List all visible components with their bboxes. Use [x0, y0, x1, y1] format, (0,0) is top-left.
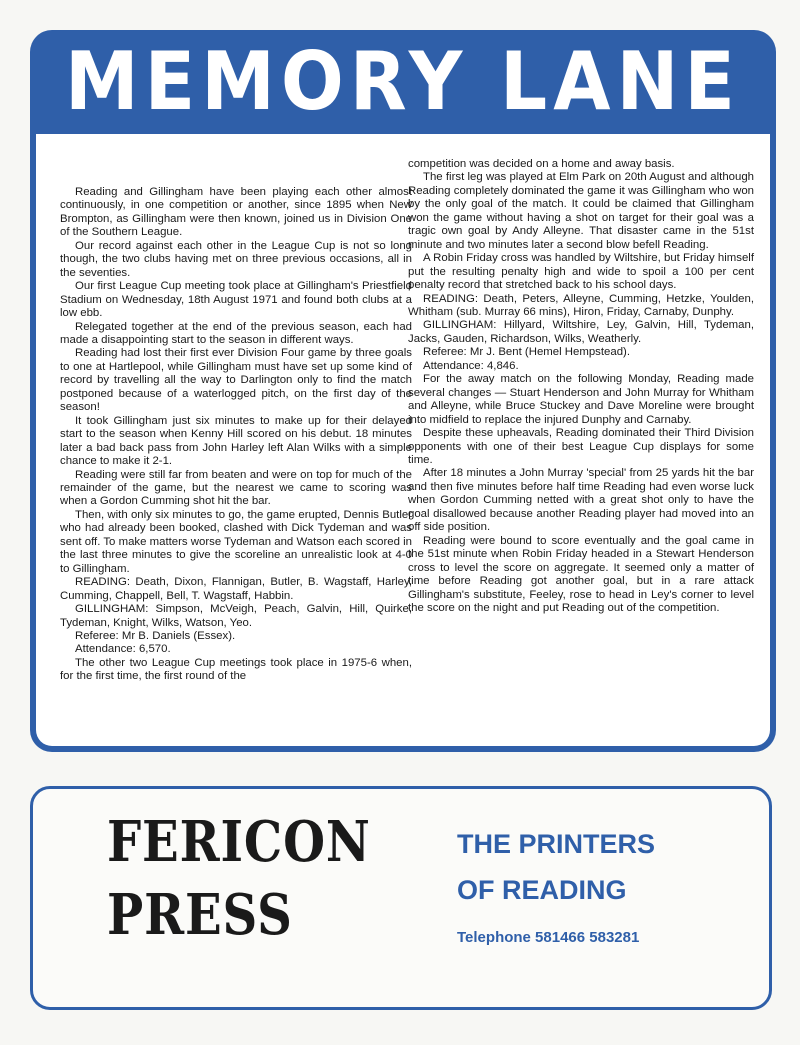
- article-paragraph: Reading and Gillingham have been playing each other almost continuously, in one competition or another, since 1895 when New Brompton, as Gillingham were then known, joined us in Division One of the Southern League.: [60, 186, 412, 239]
- article-paragraph: The other two League Cup meetings took place in 1975-6 when, for the first time, the first round of the: [60, 656, 412, 683]
- article-paragraph: For the away match on the following Monday, Reading made several changes — Stuart Henderson and John Murray for Whitham and Alleyne, while Bruce Stuckey and Dave Moreline were brought into midfield to replace the injured Dunphy and Carnaby.: [408, 373, 754, 426]
- article-paragraph: Our record against each other in the League Cup is not so long though, the two clubs having met on three previous occasions, all in the seventies.: [60, 239, 412, 279]
- article-paragraph: READING: Death, Peters, Alleyne, Cumming, Hetzke, Youlden, Whitham (sub. Murray 66 mins), Hiron, Friday, Carnaby, Dunphy.: [408, 292, 754, 318]
- advert-tagline-1: THE PRINTERS: [457, 829, 656, 859]
- fericon-press-advert: [30, 786, 772, 1010]
- masthead: [30, 30, 776, 134]
- article-body: [36, 134, 770, 746]
- article-paragraph: After 18 minutes a John Murray 'special' from 25 yards hit the bar and then five minutes before half time Reading had even worse luck when Gordon Cumming netted with a great shot only to have the goal disallowed because another Reading player had moved into an off side position.: [408, 467, 754, 534]
- article-paragraph: competition was decided on a home and away basis.: [408, 158, 675, 170]
- advert-name-line2: PRESS: [107, 882, 293, 948]
- article-paragraph: GILLINGHAM: Hillyard, Wiltshire, Ley, Galvin, Hill, Tydeman, Jacks, Gauden, Richardson, Wilks, Weatherly.: [408, 319, 754, 345]
- article-paragraph: Reading were still far from beaten and were on top for much of the remainder of the game, but the nearest we came to scoring was when a Gordon Cumming shot hit the bar.: [60, 468, 412, 508]
- advert-tagline-2: OF READING: [457, 875, 627, 905]
- article-paragraph: A Robin Friday cross was handled by Wiltshire, but Friday himself put the resulting penalty high and wide to spoil a 100 per cent penalty record that stretched back to his school days.: [408, 252, 754, 292]
- article-right-column: [408, 158, 754, 615]
- article-paragraph: Reading had lost their first ever Division Four game by three goals to one at Hartlepool, while Gillingham must have set up some kind of record by travelling all the way to Darlington only to find the match postponed because of a waterlogged pitch, on the first day of the season!: [60, 347, 412, 414]
- article-paragraph: Reading were bound to score eventually and the goal came in the 51st minute when Robin Friday headed in a Stewart Henderson cross to level the score on aggregate. It seemed only a matter of time before Reading got another goal, but in a rare attack Gillingham's substitute, Feeley, rose to head in Ley's corner to level the score on the night and put Reading out of the competition.: [408, 534, 754, 614]
- article-paragraph: Referee: Mr B. Daniels (Essex).: [75, 629, 236, 642]
- advert-telephone: Telephone 581466 583281: [457, 929, 640, 946]
- article-paragraph: Despite these upheavals, Reading dominated their Third Division opponents with one of their best League Cup displays for some time.: [408, 427, 754, 466]
- article-paragraph: Our first League Cup meeting took place at Gillingham's Priestfield Stadium on Wednesday, 18th August 1971 and found both clubs at a low ebb.: [60, 280, 412, 320]
- masthead-title: MEMORY LANE: [65, 35, 741, 129]
- article-paragraph: Referee: Mr J. Bent (Hemel Hempstead).: [423, 346, 631, 359]
- article-paragraph: Relegated together at the end of the previous season, each had made a disappointing start to the season in different ways.: [60, 320, 412, 346]
- article-paragraph: The first leg was played at Elm Park on 20th August and although Reading completely dominated the game it was Gillingham who won by the only goal of the match. It could be claimed that Gillingham won the game without having a shot on target for their goal was a tragic own goal by Andy Alleyne. That disaster came in the 51st minute and two minutes later a second blow befell Reading.: [408, 171, 754, 251]
- advert-name-line1: FERICON: [107, 809, 371, 875]
- article-paragraph: READING: Death, Dixon, Flannigan, Butler, B. Wagstaff, Harley, Cumming, Chappell, Bell, T. Wagstaff, Habbin.: [60, 576, 412, 602]
- article-paragraph: Then, with only six minutes to go, the game erupted, Dennis Butler who had already been booked, clashed with Dick Tydeman and was sent off. To make matters worse Tydeman and Watson each scored in the last three minutes to give the scoreline an unrealistic look at 4-0 to Gillingham.: [60, 508, 412, 575]
- memory-lane-frame: [30, 30, 776, 752]
- article-paragraph: Attendance: 4,846.: [423, 359, 519, 372]
- article-left-column: [60, 186, 412, 684]
- article-paragraph: Attendance: 6,570.: [75, 643, 171, 656]
- article-paragraph: GILLINGHAM: Simpson, McVeigh, Peach, Galvin, Hill, Quirke, Tydeman, Knight, Wilks, Watson, Yeo.: [60, 603, 412, 629]
- article-paragraph: It took Gillingham just six minutes to make up for their delayed start to the season when Kenny Hill scored on his debut. 18 minutes later a bad back pass from John Harley left Alan Wilks with a simple chance to make it 2-1.: [60, 414, 412, 468]
